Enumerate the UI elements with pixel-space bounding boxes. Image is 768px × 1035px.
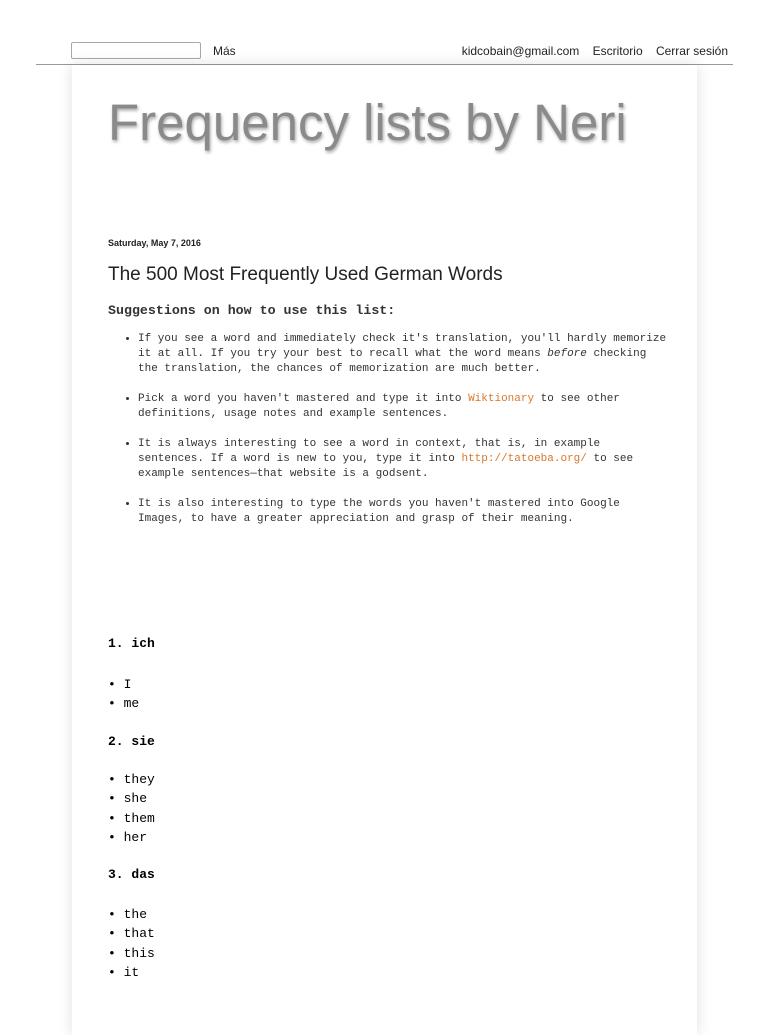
post-title[interactable]: The 500 Most Frequently Used German Words	[108, 264, 503, 285]
logout-link[interactable]: Cerrar sesión	[655, 44, 728, 58]
list-item: • they	[108, 770, 155, 789]
desk-link[interactable]: Escritorio	[592, 44, 643, 58]
tatoeba-link[interactable]: http://tatoeba.org/	[461, 453, 587, 465]
list-item: • me	[108, 694, 139, 713]
navbar-account	[452, 44, 728, 58]
wiktionary-link[interactable]: Wiktionary	[468, 393, 535, 405]
blog-content	[72, 65, 697, 1035]
account-email[interactable]: kidcobain@gmail.com	[461, 44, 580, 58]
list-item: • it	[108, 963, 155, 982]
list-item: • It is also interesting to type the words you haven't mastered into Google Images, to have a greater appreciation and grasp of their meaning.	[138, 497, 668, 527]
list-item: • her	[108, 828, 155, 847]
meaning-list	[108, 770, 155, 847]
list-item: • the	[108, 905, 155, 924]
meaning-list	[108, 905, 155, 982]
emphasis-before: before	[547, 348, 587, 360]
word-heading: 1. ich	[108, 636, 155, 651]
more-link[interactable]: Más	[213, 44, 236, 58]
list-item: • she	[108, 789, 155, 808]
blogger-navbar	[36, 36, 733, 65]
list-item: • them	[108, 809, 155, 828]
post-body	[108, 303, 668, 542]
list-item: • I	[108, 675, 139, 694]
list-item: • It is always interesting to see a word in context, that is, in example sentences. If a word is new to you, type it into http://tatoeba.org/ to see example sentences—that website is a godsent.	[138, 437, 668, 482]
list-item: • Pick a word you haven't mastered and type it into Wiktionary to see other definitions, usage notes and example sentences.	[138, 392, 668, 422]
search-input[interactable]	[71, 42, 201, 59]
meaning-list	[108, 675, 139, 714]
tips-list	[108, 332, 668, 527]
word-heading: 2. sie	[108, 734, 155, 749]
list-item: • that	[108, 924, 155, 943]
list-item: • this	[108, 944, 155, 963]
blog-title[interactable]: Frequency lists by Neri	[108, 94, 627, 151]
list-item: • If you see a word and immediately check it's translation, you'll hardly memorize it at all. If you try your best to recall what the word means before checking the translation, the chances of memorization are much better.	[138, 332, 668, 377]
suggestions-heading: Suggestions on how to use this list:	[108, 303, 396, 318]
post-date: Saturday, May 7, 2016	[108, 238, 201, 248]
word-heading: 3. das	[108, 867, 155, 882]
